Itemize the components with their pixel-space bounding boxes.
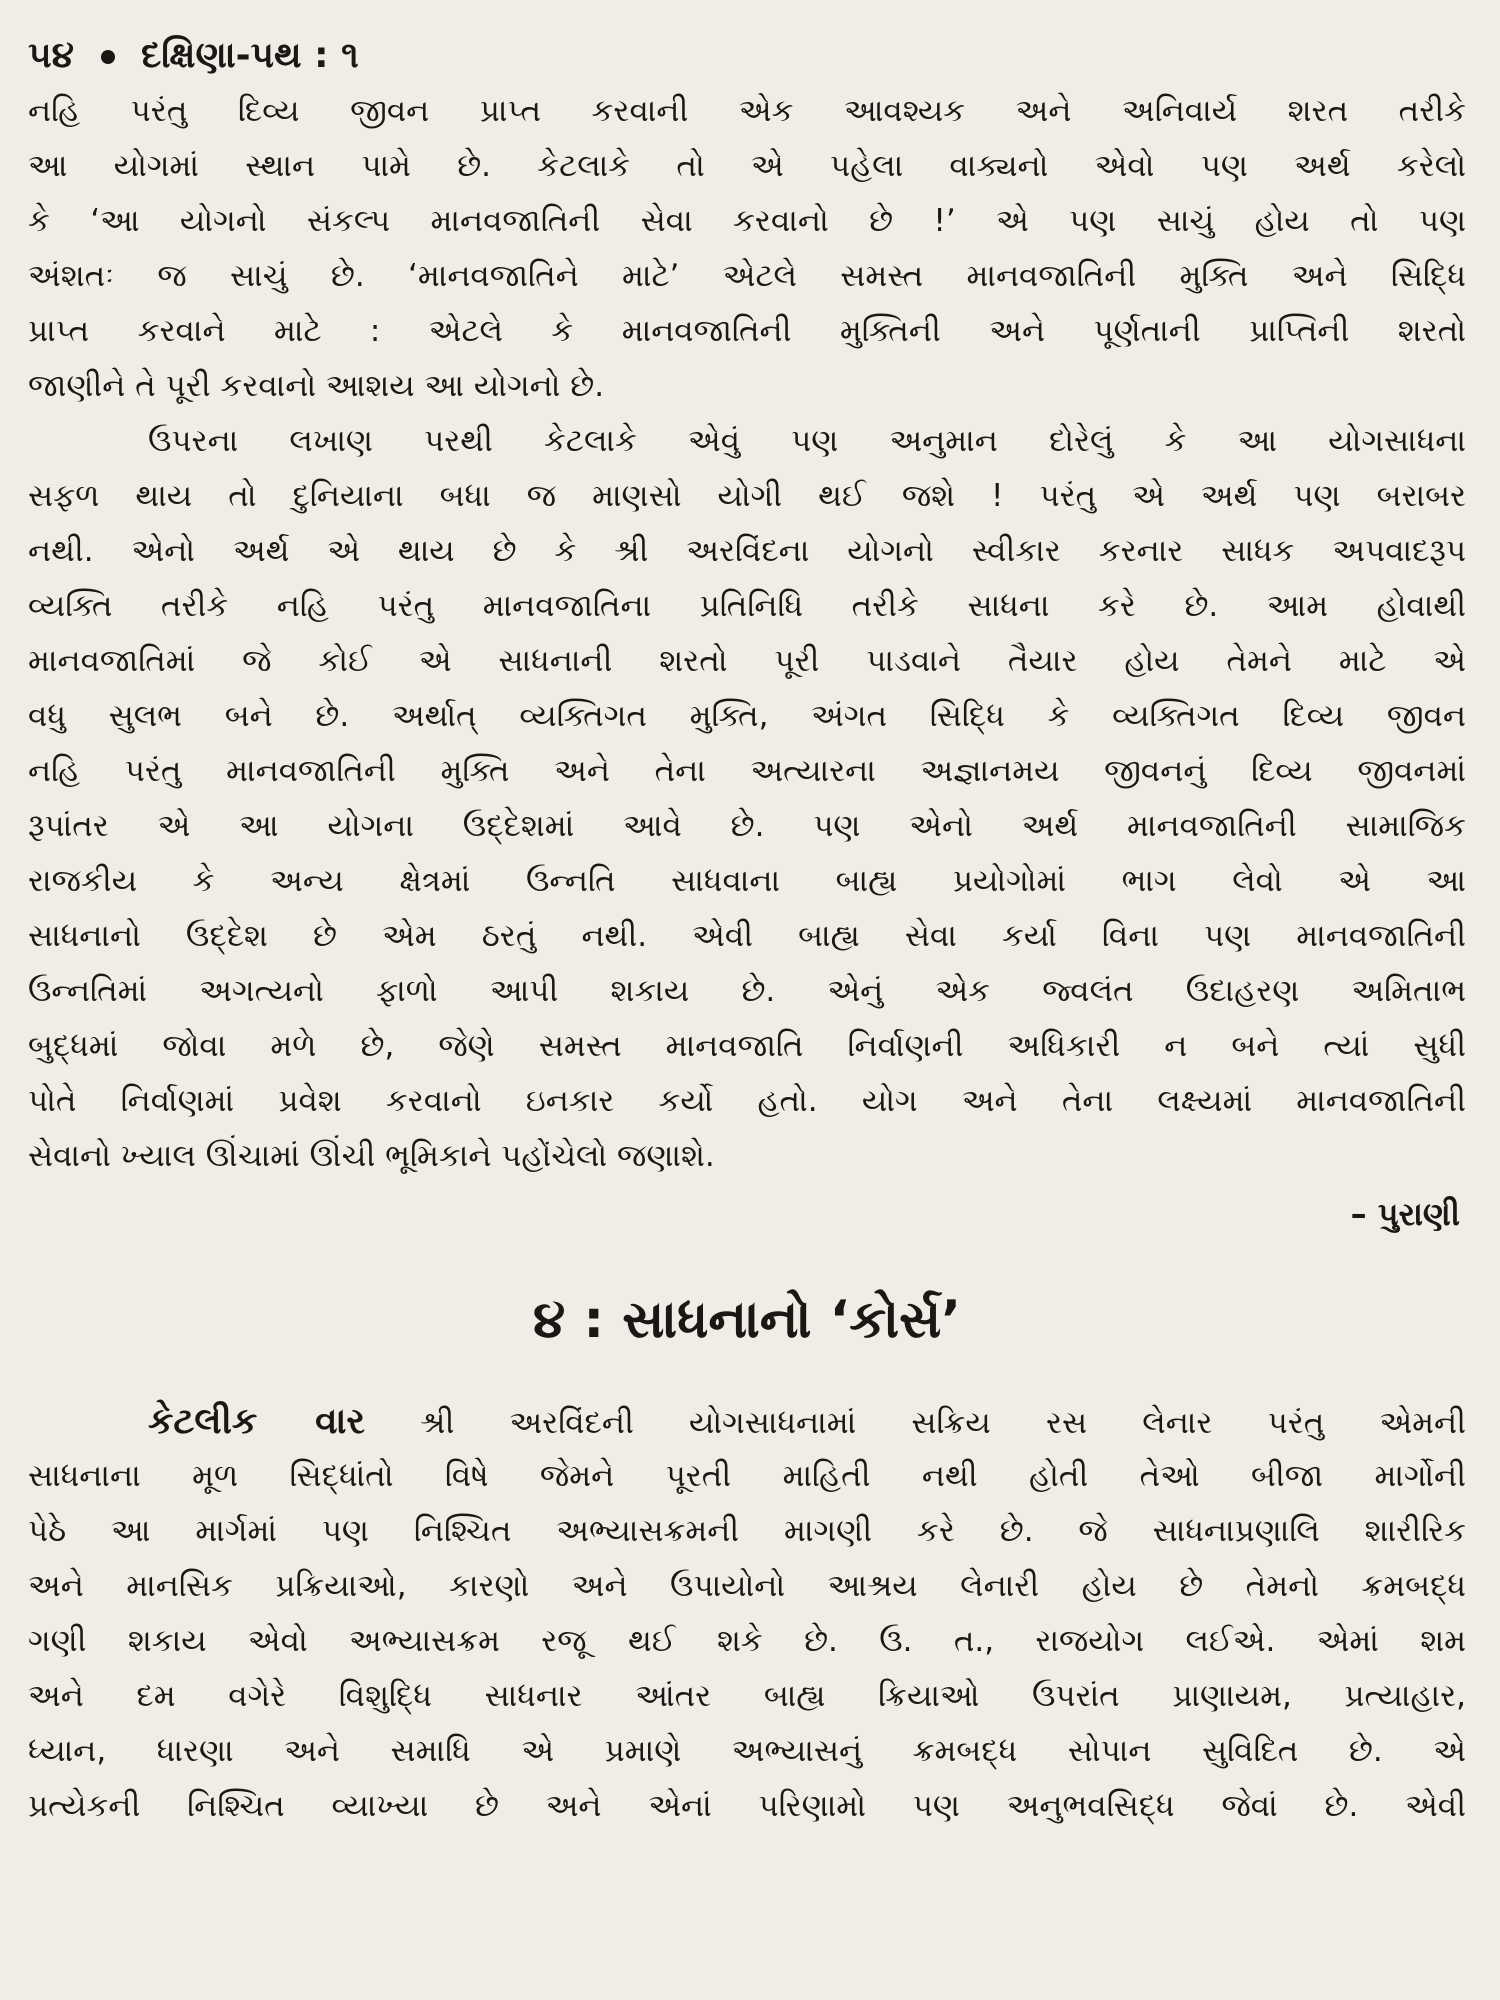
- text-line: સફળ થાય તો દુનિયાના બધા જ માણસો યોગી થઈ જશે ! પરંતુ એ અર્થ પણ બરાબર: [28, 478, 1466, 514]
- book-title: દક્ષિણા-પથ : ૧: [141, 35, 359, 76]
- text-line: સેવાનો ખ્યાલ ઊંચામાં ઊંચી ભૂમિકાને પહોંચેલો જણાશે.: [28, 1138, 715, 1174]
- text-line: સાધનાનો ઉદ્દેશ છે એમ ઠરતું નથી. એવી બાહ્ય સેવા કર્યા વિના પણ માનવજાતિની: [28, 918, 1466, 954]
- text-line: ઉપરના લખાણ પરથી કેટલાકે એવું પણ અનુમાન દોરેલું કે આ યોગસાધના: [148, 423, 1466, 459]
- text-line: ગણી શકાય એવો અભ્યાસક્રમ રજૂ થઈ શકે છે. ઉ. ત., રાજયોગ લઈએ. એમાં શમ: [28, 1623, 1466, 1659]
- text-line: માનવજાતિમાં જે કોઈ એ સાધનાની શરતો પૂરી પાડવાને તૈયાર હોય તેમને માટે એ: [28, 643, 1466, 679]
- bullet-separator: [101, 50, 115, 64]
- text-line: વધુ સુલભ બને છે. અર્થાત્ વ્યક્તિગત મુક્તિ, અંગત સિદ્ધિ કે વ્યક્તિગત દિવ્ય જીવન: [28, 698, 1466, 734]
- text-line: નહિ પરંતુ માનવજાતિની મુક્તિ અને તેના અત્યારના અજ્ઞાનમય જીવનનું દિવ્ય જીવનમાં: [28, 753, 1466, 789]
- paragraph-3: [28, 1394, 1466, 1834]
- chapter-heading: ૪ : સાધનાનો ‘કોર્સ’: [533, 1290, 961, 1350]
- text-line: કે ‘આ યોગનો સંકલ્પ માનવજાતિની સેવા કરવાનો છે !’ એ પણ સાચું હોય તો પણ: [28, 203, 1466, 239]
- text-line: અને માનસિક પ્રક્રિયાઓ, કારણો અને ઉપાયોનો આશ્રય લેનારી હોય છે તેમનો ક્રમબદ્ધ: [28, 1568, 1466, 1604]
- text-line: રાજકીય કે અન્ય ક્ષેત્રમાં ઉન્નતિ સાધવાના બાહ્ય પ્રયોગોમાં ભાગ લેવો એ આ: [28, 863, 1466, 899]
- text-line: પ્રાપ્ત કરવાને માટે : એટલે કે માનવજાતિની મુક્તિની અને પૂર્ણતાની પ્રાપ્તિની શરતો: [28, 313, 1466, 349]
- first-line-rest: શ્રી અરવિંદની યોગસાધનામાં સક્રિય રસ લેનાર પરંતુ એમની: [365, 1405, 1466, 1441]
- text-line: અને દમ વગેરે વિશુદ્ધિ સાધનાર આંતર બાહ્ય ક્રિયાઓ ઉપરાંત પ્રાણાયમ, પ્રત્યાહાર,: [28, 1678, 1466, 1714]
- text-line: પોતે નિર્વાણમાં પ્રવેશ કરવાનો ઇનકાર કર્યો હતો. યોગ અને તેના લક્ષ્યમાં માનવજાતિની: [28, 1083, 1466, 1119]
- text-line-first: [28, 1394, 1466, 1449]
- text-line: ઉન્નતિમાં અગત્યનો ફાળો આપી શકાય છે. એનું એક જ્વલંત ઉદાહરણ અમિતાભ: [28, 973, 1466, 1009]
- text-line: પ્રત્યેકની નિશ્ચિત વ્યાખ્યા છે અને એનાં પરિણામો પણ અનુભવસિદ્ધ જેવાં છે. એવી: [28, 1788, 1466, 1824]
- running-header: [28, 28, 1466, 84]
- text-line: અંશતઃ જ સાચું છે. ‘માનવજાતિને માટે’ એટલે સમસ્ત માનવજાતિની મુક્તિ અને સિદ્ધિ: [28, 258, 1466, 294]
- text-line: રૂપાંતર એ આ યોગના ઉદ્દેશમાં આવે છે. પણ એનો અર્થ માનવજાતિની સામાજિક: [28, 808, 1466, 844]
- author-signature: – પુરાણી: [1350, 1195, 1460, 1233]
- text-line: ધ્યાન, ધારણા અને સમાધિ એ પ્રમાણે અભ્યાસનું ક્રમબદ્ધ સોપાન સુવિદિત છે. એ: [28, 1733, 1466, 1769]
- paragraph-1: [28, 84, 1466, 414]
- page-number: ૫૪: [28, 35, 74, 76]
- text-line: સાધનાના મૂળ સિદ્ધાંતો વિષે જેમને પૂરતી માહિતી નથી હોતી તેઓ બીજા માર્ગોની: [28, 1458, 1466, 1494]
- text-line: જાણીને તે પૂરી કરવાનો આશય આ યોગનો છે.: [28, 368, 605, 404]
- text-line: પેઠે આ માર્ગમાં પણ નિશ્ચિત અભ્યાસક્રમની માગણી કરે છે. જે સાધનાપ્રણાલિ શારીરિક: [28, 1513, 1466, 1549]
- text-line: નહિ પરંતુ દિવ્ય જીવન પ્રાપ્ત કરવાની એક આવશ્યક અને અનિવાર્ય શરત તરીકે: [28, 93, 1466, 129]
- text-line: આ યોગમાં સ્થાન પામે છે. કેટલાકે તો એ પહેલા વાક્યનો એવો પણ અર્થ કરેલો: [28, 148, 1466, 184]
- text-line: વ્યક્તિ તરીકે નહિ પરંતુ માનવજાતિના પ્રતિનિધિ તરીકે સાધના કરે છે. આમ હોવાથી: [28, 588, 1466, 624]
- paragraph-2: [28, 414, 1466, 1184]
- text-line: બુદ્ધમાં જોવા મળે છે, જેણે સમસ્ત માનવજાતિ નિર્વાણની અધિકારી ન બને ત્યાં સુધી: [28, 1028, 1466, 1064]
- lead-words: કેટલીક વાર: [148, 1401, 366, 1442]
- text-line: નથી. એનો અર્થ એ થાય છે કે શ્રી અરવિંદના યોગનો સ્વીકાર કરનાર સાધક અપવાદરૂપ: [28, 533, 1466, 569]
